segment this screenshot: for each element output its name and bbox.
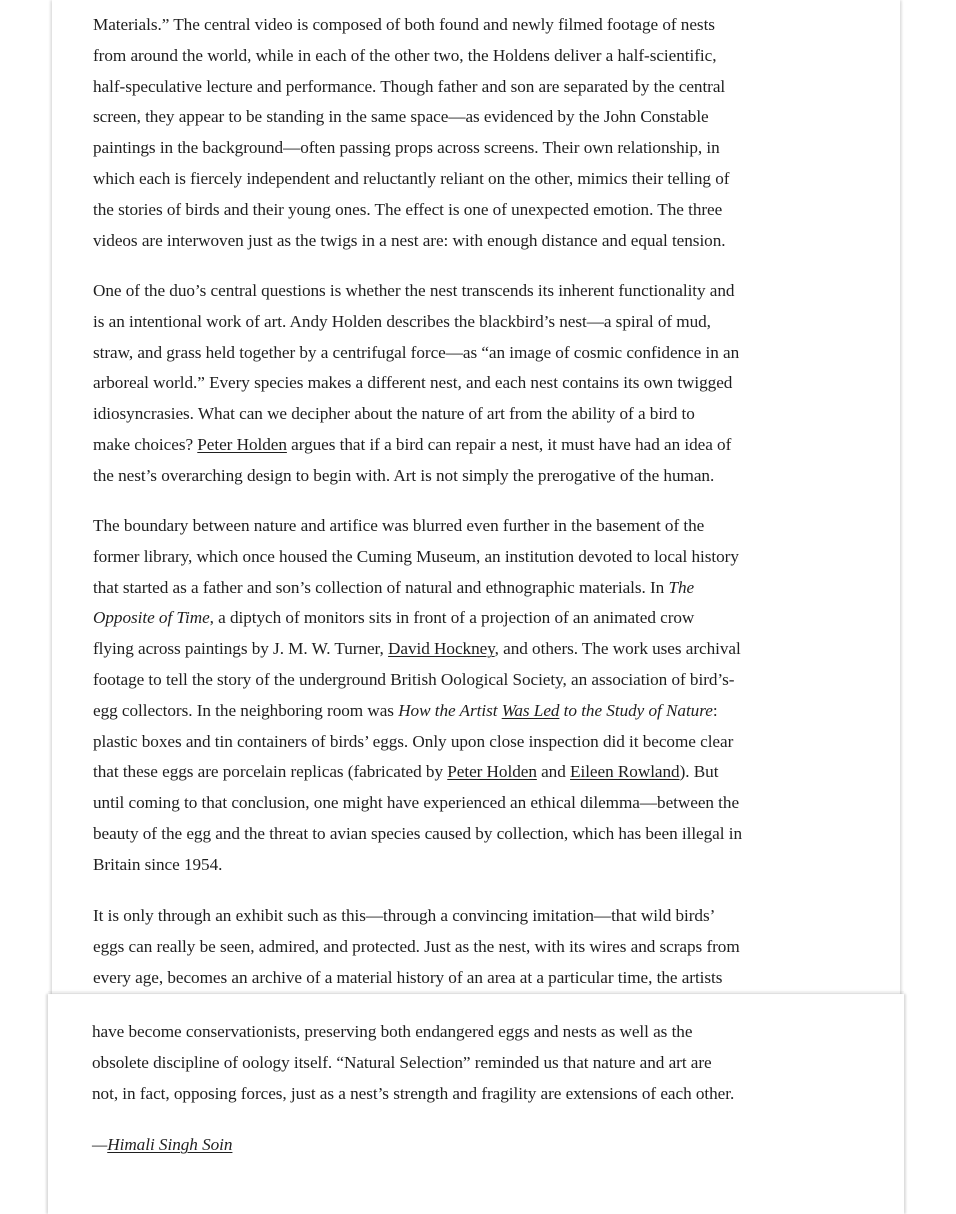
text-run: that started as a father and son’s collection of natural and ethnographic materials. In (93, 577, 669, 597)
italic-text: The (668, 577, 695, 597)
text-run: have become conservationists, preserving both endangered eggs and nests as well as the (92, 1022, 693, 1041)
text-run: beauty of the egg and the threat to avian species caused by collection, which has been illegal in (93, 823, 742, 843)
text-line (93, 757, 742, 788)
paragraph (93, 10, 729, 256)
text-line (93, 696, 742, 727)
text-line (93, 72, 729, 103)
text-run: ). But (679, 762, 719, 782)
author-link[interactable]: Himali Singh Soin (107, 1135, 233, 1154)
text-run: idiosyncrasies. What can we decipher about the nature of art from the ability of a bird to (93, 404, 695, 424)
text-line (93, 164, 729, 195)
inline-link[interactable]: David Hockney (388, 639, 495, 659)
paragraph (93, 276, 739, 492)
signature-dash: — (92, 1135, 108, 1154)
paragraph (92, 1017, 734, 1109)
text-line (93, 573, 742, 604)
paragraph (93, 901, 740, 993)
text-run: former library, which once housed the Cuming Museum, an institution devoted to local history (93, 546, 739, 566)
author-signature (92, 1130, 232, 1161)
text-run: every age, becomes an archive of a material history of an area at a particular time, the artists (93, 967, 723, 987)
text-run: Materials.” The central video is composed of both found and newly filmed footage of nests (93, 15, 715, 34)
text-run: One of the duo’s central questions is whether the nest transcends its inherent functionality and (93, 281, 735, 300)
text-line (93, 226, 729, 257)
text-line (93, 41, 729, 72)
text-line (93, 102, 729, 133)
text-run: obsolete discipline of oology itself. “Natural Selection” reminded us that nature and art are (92, 1052, 712, 1072)
text-line (93, 634, 742, 665)
text-line (93, 338, 739, 369)
text-run: The boundary between nature and artifice was blurred even further in the basement of the (93, 516, 705, 535)
text-run: half-speculative lecture and performance. Though father and son are separated by the central (93, 76, 726, 96)
italic-text: to the Study of Nature (559, 700, 713, 720)
text-run: flying across paintings by J. M. W. Turner, (93, 639, 389, 659)
italic-text: How the Artist (398, 700, 502, 720)
text-run: eggs can really be seen, admired, and protected. Just as the nest, with its wires and scraps from (93, 936, 740, 956)
inline-link[interactable]: Peter Holden (197, 434, 287, 454)
text-run: videos are interwoven just as the twigs in a nest are: with enough distance and equal tension. (93, 230, 726, 250)
text-line (93, 901, 740, 932)
text-run: footage to tell the story of the underground British Oological Society, an association of bird’s- (93, 669, 735, 689)
italic-text: Opposite of Time (93, 608, 210, 628)
text-line (93, 788, 742, 819)
text-run: the stories of birds and their young ones. The effect is one of unexpected emotion. The three (93, 199, 723, 219)
text-run: It is only through an exhibit such as this—through a convincing imitation—that wild birds’ (93, 906, 716, 925)
text-run: is an intentional work of art. Andy Holden describes the blackbird’s nest—a spiral of mud, (93, 311, 711, 331)
text-run: that these eggs are porcelain replicas (fabricated by (93, 762, 448, 782)
text-run: arboreal world.” Every species makes a different nest, and each nest contains its own twigged (93, 373, 733, 393)
text-run: not, in fact, opposing forces, just as a nest’s strength and fragility are extensions of each other. (92, 1083, 735, 1103)
text-line (93, 461, 739, 492)
text-line (93, 430, 739, 461)
text-line (92, 1048, 734, 1079)
text-line (93, 10, 729, 41)
text-run: screen, they appear to be standing in the same space—as evidenced by the John Constable (93, 107, 709, 127)
inline-link[interactable]: Was Led (501, 700, 560, 720)
text-run: until coming to that conclusion, one might have experienced an ethical dilemma—between the (93, 793, 740, 813)
text-run: straw, and grass held together by a centrifugal force—as “an image of cosmic confidence in an (93, 342, 740, 362)
text-run: argues that if a bird can repair a nest, it must have had an idea of (286, 434, 732, 454)
text-line (93, 727, 742, 758)
text-line (92, 1017, 734, 1048)
text-line (93, 665, 742, 696)
text-line (93, 963, 740, 994)
inline-link[interactable]: Eileen Rowland (570, 762, 680, 782)
text-line (93, 932, 740, 963)
text-run: paintings in the background—often passing props across screens. Their own relationship, in (93, 138, 720, 158)
text-line (93, 368, 739, 399)
text-line (93, 542, 742, 573)
text-line (93, 399, 739, 430)
text-line (93, 819, 742, 850)
text-run: , and others. The work uses archival (494, 639, 741, 659)
text-line (93, 133, 729, 164)
text-line (93, 850, 742, 881)
text-run: from around the world, while in each of the other two, the Holdens deliver a half-scientific, (93, 45, 717, 65)
text-run: : (712, 700, 718, 720)
text-run: , a diptych of monitors sits in front of a projection of an animated crow (209, 608, 695, 628)
text-line (93, 603, 742, 634)
text-run: make choices? (93, 434, 198, 454)
text-line (93, 307, 739, 338)
paragraph (93, 511, 742, 881)
inline-link[interactable]: Peter Holden (447, 762, 537, 782)
text-run: plastic boxes and tin containers of birds’ eggs. Only upon close inspection did it become clear (93, 731, 734, 751)
text-run: and (536, 762, 571, 782)
text-run: which each is fiercely independent and reluctantly reliant on the other, mimics their telling of (93, 168, 730, 188)
text-run: Britain since 1954. (93, 854, 223, 874)
text-run: the nest’s overarching design to begin with. Art is not simply the prerogative of the human. (93, 465, 715, 485)
text-line (93, 276, 739, 307)
text-line (92, 1079, 734, 1110)
text-run: egg collectors. In the neighboring room was (93, 700, 399, 720)
text-line (93, 511, 742, 542)
text-line (93, 195, 729, 226)
